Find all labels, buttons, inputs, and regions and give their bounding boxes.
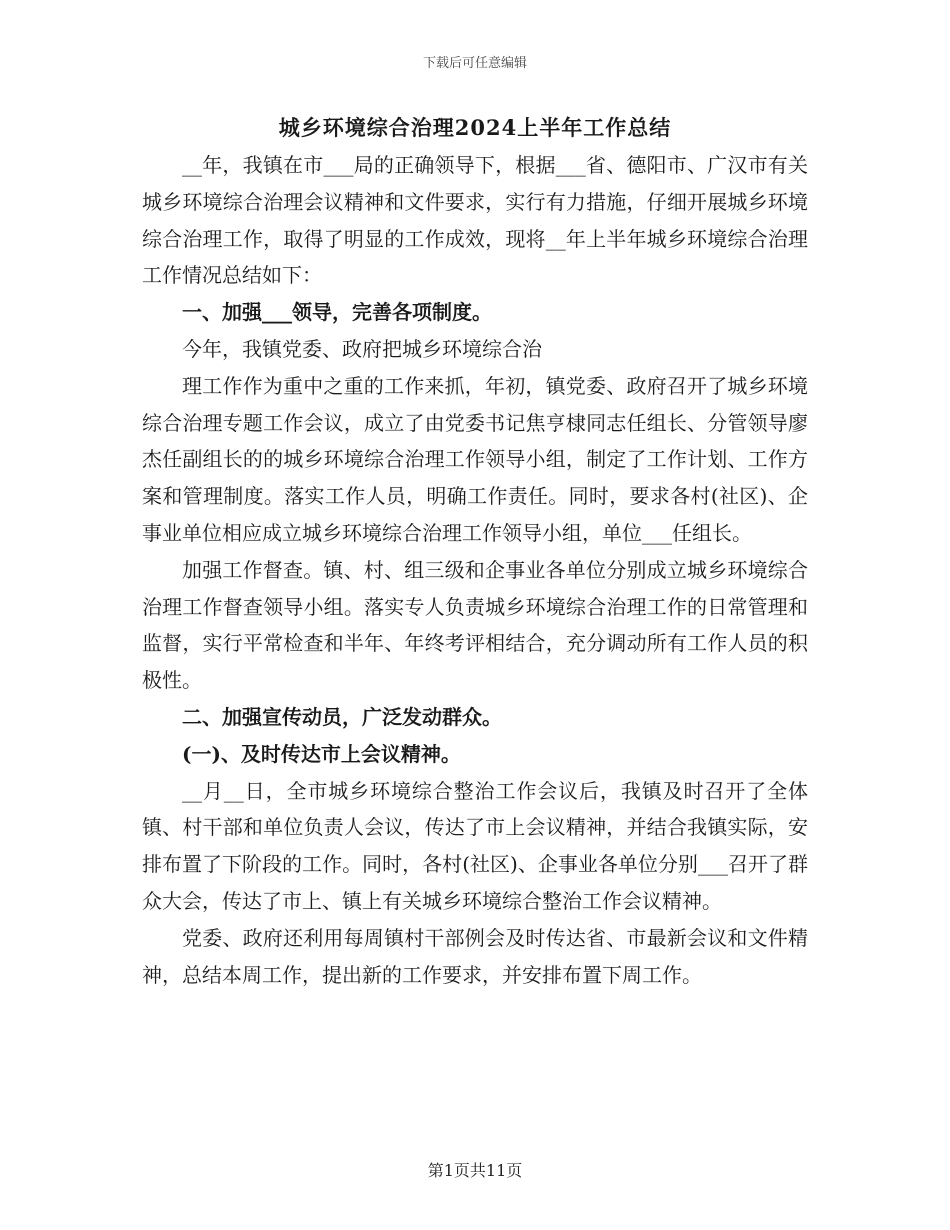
paragraph: 党委、政府还利用每周镇村干部例会及时传达省、市最新会议和文件精神，总结本周工作，提出新的工作要求，并安排布置下周工作。 (142, 925, 808, 987)
document-title: 城乡环境综合治理2024上半年工作总结 (278, 115, 672, 140)
document-body (142, 147, 808, 993)
subsection-heading-1: (一)、及时传达市上会议精神。 (182, 741, 461, 766)
paragraph: 今年，我镇党委、政府把城乡环境综合治 (182, 336, 542, 361)
section-heading-1: 一、加强___领导，完善各项制度。 (182, 300, 492, 325)
paragraph: __月__日，全市城乡环境综合整治工作会议后，我镇及时召开了全体镇、村干部和单位负责人会议，传达了市上会议精神，并结合我镇实际，安排布置了下阶段的工作。同时，各村(社区)、企事业各单位分别___召开了群众大会，传达了市上、镇上有关城乡环境综合整治工作会议精神。 (142, 778, 808, 913)
page-header: 下载后可任意编辑 (422, 56, 527, 71)
page-footer: 第1页共11页 (427, 1161, 523, 1180)
paragraph: 加强工作督查。镇、村、组三级和企事业各单位分别成立城乡环境综合治理工作督查领导小组。落实专人负责城乡环境综合治理工作的日常管理和监督，实行平常检查和半年、年终考评相结合，充分调动所有工作人员的积极性。 (142, 557, 808, 693)
paragraph-intro: __年，我镇在市___局的正确领导下，根据___省、德阳市、广汉市有关城乡环境综合治理会议精神和文件要求，实行有力措施，仔细开展城乡环境综合治理工作，取得了明显的工作成效，现将__年上半年城乡环境综合治理工作情况总结如下： (142, 153, 808, 288)
section-heading-2: 二、加强宣传动员，广泛发动群众。 (182, 704, 502, 729)
paragraph: 理工作作为重中之重的工作来抓，年初，镇党委、政府召开了城乡环境综合治理专题工作会议，成立了由党委书记焦亨棣同志任组长、分管领导廖杰任副组长的的城乡环境综合治理工作领导小组，制定了工作计划、工作方案和管理制度。落实工作人员，明确工作责任。同时，要求各村(社区)、企事业单位相应成立城乡环境综合治理工作领导小组，单位___任组长。 (142, 373, 808, 545)
